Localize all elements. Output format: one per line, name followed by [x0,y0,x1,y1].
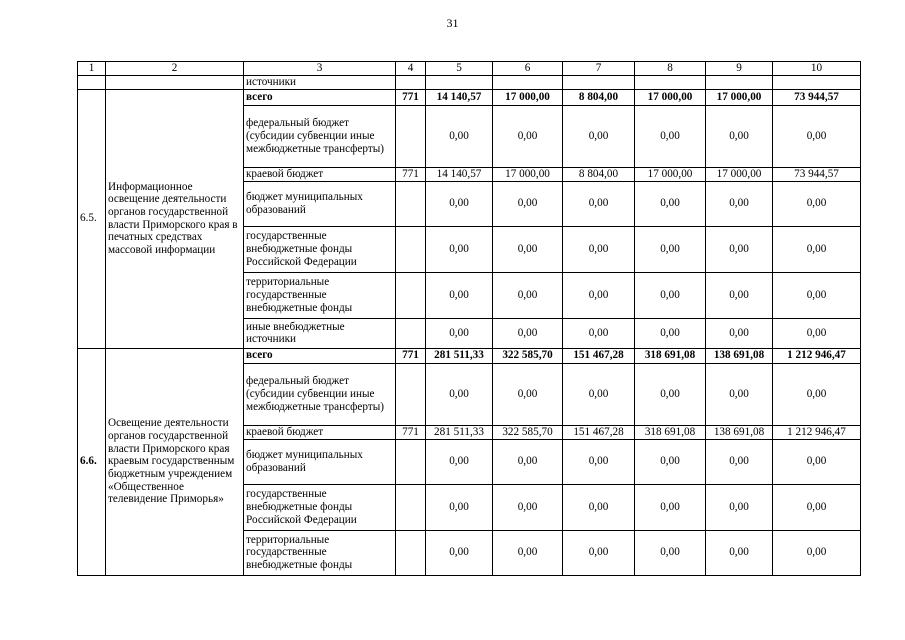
amount-cell: 0,00 [493,484,563,530]
amount-cell: 8 804,00 [563,167,635,181]
amount-cell: 73 944,57 [773,89,861,105]
amount-cell: 0,00 [773,530,861,575]
amount-cell: 17 000,00 [706,89,773,105]
header-cell: 3 [244,62,396,76]
amount-cell: 0,00 [706,226,773,272]
budget-code: 771 [396,425,426,439]
amount-cell: 0,00 [635,530,706,575]
amount-cell: 322 585,70 [493,348,563,363]
empty-cell [563,75,635,89]
budget-code [396,272,426,318]
amount-cell: 0,00 [635,318,706,348]
amount-cell: 17 000,00 [706,167,773,181]
amount-cell: 0,00 [563,226,635,272]
amount-cell: 0,00 [706,272,773,318]
amount-cell: 17 000,00 [635,89,706,105]
amount-cell: 0,00 [493,181,563,226]
header-cell: 7 [563,62,635,76]
amount-cell: 281 511,33 [426,425,493,439]
funding-source: федеральный бюджет (субсидии субвенции иные межбюджетные трансферты) [244,105,396,167]
source-cell: источники [244,75,396,89]
amount-cell: 14 140,57 [426,89,493,105]
amount-cell: 0,00 [706,318,773,348]
amount-cell: 0,00 [635,363,706,425]
funding-source: федеральный бюджет (субсидии субвенции иные межбюджетные трансферты) [244,363,396,425]
amount-cell: 8 804,00 [563,89,635,105]
amount-cell: 138 691,08 [706,348,773,363]
funding-source: государственные внебюджетные фонды Российской Федерации [244,226,396,272]
budget-code [396,318,426,348]
amount-cell: 17 000,00 [493,89,563,105]
amount-cell: 0,00 [426,226,493,272]
empty-cell [106,75,244,89]
amount-cell: 0,00 [706,439,773,484]
amount-cell: 0,00 [493,272,563,318]
amount-cell: 0,00 [773,363,861,425]
amount-cell: 1 212 946,47 [773,348,861,363]
budget-code [396,439,426,484]
amount-cell: 0,00 [635,181,706,226]
funding-source: государственные внебюджетные фонды Российской Федерации [244,484,396,530]
section-name: Информационное освещение деятельности органов государственной власти Приморского края в печатных средствах массовой информации [106,89,244,348]
amount-cell: 73 944,57 [773,167,861,181]
amount-cell: 0,00 [493,226,563,272]
amount-cell: 0,00 [773,484,861,530]
amount-cell: 0,00 [426,181,493,226]
amount-cell: 0,00 [706,363,773,425]
section-name: Освещение деятельности органов государственной власти Приморского края краевым государственным бюджетным учреждением «Общественное телевидение Приморья» [106,348,244,575]
amount-cell: 0,00 [773,318,861,348]
amount-cell: 0,00 [563,439,635,484]
table-row [78,348,861,363]
amount-cell: 0,00 [493,439,563,484]
funding-source: территориальные государственные внебюджетные фонды [244,530,396,575]
amount-cell: 0,00 [563,181,635,226]
amount-cell: 322 585,70 [493,425,563,439]
amount-cell: 0,00 [426,439,493,484]
amount-cell: 0,00 [426,484,493,530]
empty-cell [426,75,493,89]
budget-code [396,484,426,530]
amount-cell: 0,00 [773,226,861,272]
amount-cell: 0,00 [426,318,493,348]
funding-source: бюджет муниципальных образований [244,181,396,226]
empty-cell [396,75,426,89]
empty-cell [773,75,861,89]
amount-cell: 0,00 [563,318,635,348]
continuation-row [78,75,861,89]
amount-cell: 151 467,28 [563,348,635,363]
amount-cell: 0,00 [773,439,861,484]
funding-source: краевой бюджет [244,167,396,181]
amount-cell: 0,00 [706,484,773,530]
amount-cell: 0,00 [635,484,706,530]
header-cell: 1 [78,62,106,76]
amount-cell: 318 691,08 [635,348,706,363]
funding-source: всего [244,348,396,363]
amount-cell: 0,00 [563,363,635,425]
amount-cell: 318 691,08 [635,425,706,439]
amount-cell: 17 000,00 [493,167,563,181]
section-number: 6.6. [78,348,106,575]
header-cell: 9 [706,62,773,76]
header-cell: 6 [493,62,563,76]
table-row [78,89,861,105]
amount-cell: 0,00 [426,105,493,167]
budget-code [396,226,426,272]
amount-cell: 0,00 [773,105,861,167]
amount-cell: 0,00 [426,272,493,318]
amount-cell: 0,00 [706,181,773,226]
amount-cell: 0,00 [706,105,773,167]
amount-cell: 0,00 [635,272,706,318]
amount-cell: 0,00 [563,105,635,167]
amount-cell: 0,00 [706,530,773,575]
amount-cell: 0,00 [635,105,706,167]
empty-cell [78,75,106,89]
amount-cell: 0,00 [563,484,635,530]
funding-source: краевой бюджет [244,425,396,439]
funding-source: всего [244,89,396,105]
amount-cell: 0,00 [426,530,493,575]
amount-cell: 0,00 [493,105,563,167]
budget-code: 771 [396,89,426,105]
amount-cell: 0,00 [773,272,861,318]
budget-code [396,530,426,575]
header-row [78,62,861,76]
amount-cell: 17 000,00 [635,167,706,181]
header-cell: 4 [396,62,426,76]
budget-table [77,61,861,576]
header-cell: 2 [106,62,244,76]
empty-cell [635,75,706,89]
budget-code: 771 [396,348,426,363]
budget-code [396,181,426,226]
budget-code [396,363,426,425]
amount-cell: 151 467,28 [563,425,635,439]
amount-cell: 0,00 [773,181,861,226]
amount-cell: 14 140,57 [426,167,493,181]
empty-cell [706,75,773,89]
amount-cell: 0,00 [493,318,563,348]
funding-source: иные внебюджетные источники [244,318,396,348]
budget-code: 771 [396,167,426,181]
budget-code [396,105,426,167]
amount-cell: 0,00 [563,272,635,318]
page-number: 31 [446,16,459,30]
amount-cell: 0,00 [563,530,635,575]
amount-cell: 138 691,08 [706,425,773,439]
section-number: 6.5. [78,89,106,348]
header-cell: 10 [773,62,861,76]
amount-cell: 0,00 [493,363,563,425]
funding-source: бюджет муниципальных образований [244,439,396,484]
table-body [78,62,861,576]
header-cell: 5 [426,62,493,76]
amount-cell: 1 212 946,47 [773,425,861,439]
amount-cell: 0,00 [635,439,706,484]
empty-cell [493,75,563,89]
amount-cell: 0,00 [493,530,563,575]
header-cell: 8 [635,62,706,76]
amount-cell: 281 511,33 [426,348,493,363]
funding-source: территориальные государственные внебюджетные фонды [244,272,396,318]
amount-cell: 0,00 [635,226,706,272]
amount-cell: 0,00 [426,363,493,425]
